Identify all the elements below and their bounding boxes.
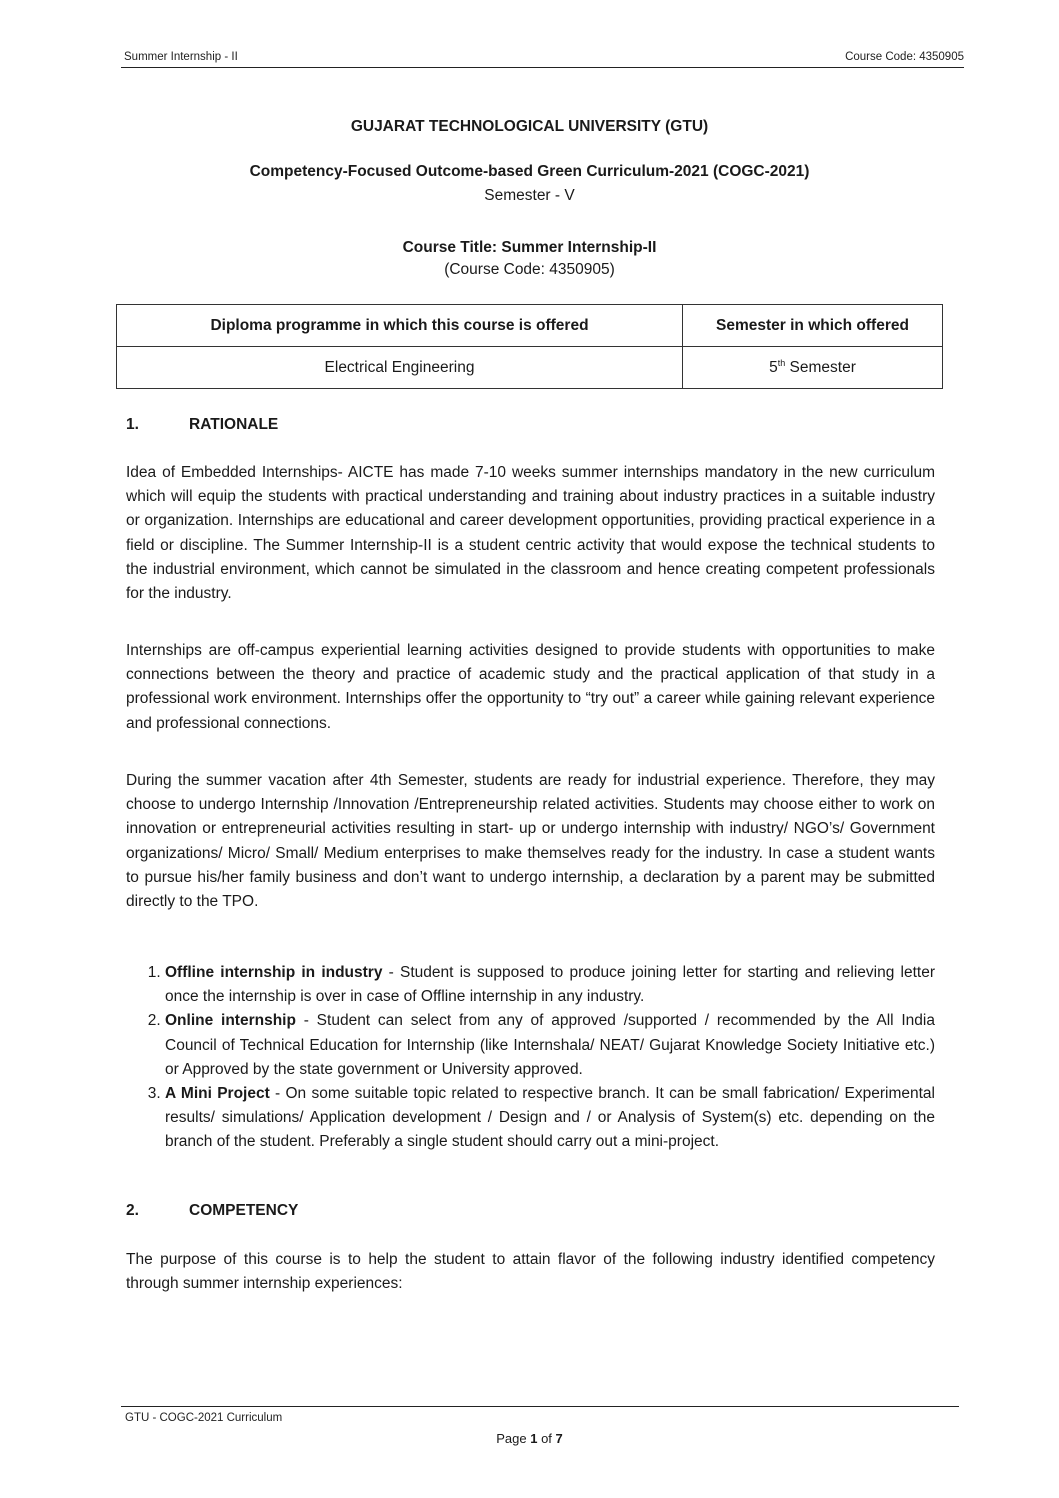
table-cell-semester	[683, 347, 943, 389]
table-cell-programme: Electrical Engineering	[117, 347, 683, 389]
list-item-text: - Student is supposed to produce joining letter for starting and relieving letter once the internship is over in case of Offline internship in any industry.	[165, 964, 935, 1006]
page-total: 7	[555, 1431, 563, 1446]
list-item-title: A Mini Project	[165, 1085, 270, 1103]
list-item	[165, 1009, 935, 1082]
section-title: COMPETENCY	[189, 1202, 299, 1219]
list-item-title: Offline internship in industry	[165, 964, 383, 981]
page-current: 1	[530, 1431, 538, 1446]
semester-word: Semester	[785, 359, 856, 377]
list-item	[165, 1082, 935, 1155]
page-header	[124, 51, 964, 63]
table-header-row	[117, 305, 943, 347]
page-separator: of	[537, 1431, 556, 1446]
table-row	[117, 347, 943, 389]
table-header-programme: Diploma programme in which this course is offered	[117, 305, 683, 347]
course-code: (Course Code: 4350905)	[444, 261, 615, 278]
section-number: 2.	[126, 1202, 139, 1219]
curriculum-title: Competency-Focused Outcome-based Green Curriculum-2021 (COGC-2021)	[249, 163, 810, 180]
page-number	[0, 1431, 1059, 1446]
university-name: GUJARAT TECHNOLOGICAL UNIVERSITY (GTU)	[350, 118, 709, 135]
footer-curriculum-label: GTU - COGC-2021 Curriculum	[125, 1412, 283, 1424]
semester-number: 5	[769, 359, 778, 377]
list-item-text: - On some suitable topic related to respective branch. It can be small fabrication/ Experimental results/ simulations/ Application development / Design and / or Analysis of System(s) etc. depending on the branch of the student. Preferably a single student should carry out a mini-project.	[165, 1085, 935, 1151]
footer-rule	[121, 1406, 959, 1407]
competency-paragraph: The purpose of this course is to help the student to attain flavor of the following industry identified competency through summer internship experiences:	[126, 1251, 935, 1293]
list-item-text: - Student can select from any of approved /supported / recommended by the All India Council of Technical Education for Internship (like Internshala/ NEAT/ Gujarat Knowledge Society Initiative etc.) or Approved by the state government or University approved.	[165, 1012, 935, 1078]
semester-ordinal-suffix: th	[777, 357, 786, 368]
table-header-semester: Semester in which offered	[683, 305, 943, 347]
rationale-paragraph-1: Idea of Embedded Internships- AICTE has made 7-10 weeks summer internships mandatory in the new curriculum which will equip the students with practical understanding and training about industry practices in a suitable industry or organization. Internships are educational and career development opportunities, providing practical experience in a field or discipline. The Summer Internship-II is a student centric activity that would expose the technical students to the industrial environment, which cannot be simulated in the classroom and hence creating competent professionals for the industry.	[126, 464, 935, 603]
header-rule	[121, 67, 964, 68]
internship-options-list	[126, 961, 935, 1155]
page-prefix: Page	[496, 1431, 531, 1446]
programme-table	[116, 304, 943, 389]
list-item-title: Online internship	[165, 1012, 296, 1030]
section-title: RATIONALE	[189, 416, 279, 433]
course-title: Course Title: Summer Internship-II	[402, 239, 657, 256]
section-heading-rationale	[126, 416, 278, 434]
header-course-code: Course Code: 4350905	[845, 51, 964, 63]
list-item	[165, 961, 935, 1009]
header-course-name: Summer Internship - II	[124, 51, 238, 63]
rationale-paragraph-3: During the summer vacation after 4th Semester, students are ready for industrial experience. Therefore, they may choose to undergo Internship /Innovation /Entrepreneurship related activities. Students may choose either to work on innovation or entrepreneurial activities resulting in start- up or undergo internship with industry/ NGO’s/ Government organizations/ Micro/ Small/ Medium enterprises to make themselves ready for the industry. In case a student wants to pursue his/her family business and don’t want to undergo internship, a declaration by a parent may be submitted directly to the TPO.	[126, 772, 935, 911]
section-number: 1.	[126, 416, 139, 433]
section-heading-competency	[126, 1202, 298, 1220]
semester-label: Semester - V	[484, 187, 575, 204]
rationale-paragraph-2: Internships are off-campus experiential learning activities designed to provide students with opportunities to make connections between the theory and practice of academic study and the practical application of that study in a professional work environment. Internships offer the opportunity to “try out” a career while gaining relevant experience and professional connections.	[126, 642, 935, 732]
